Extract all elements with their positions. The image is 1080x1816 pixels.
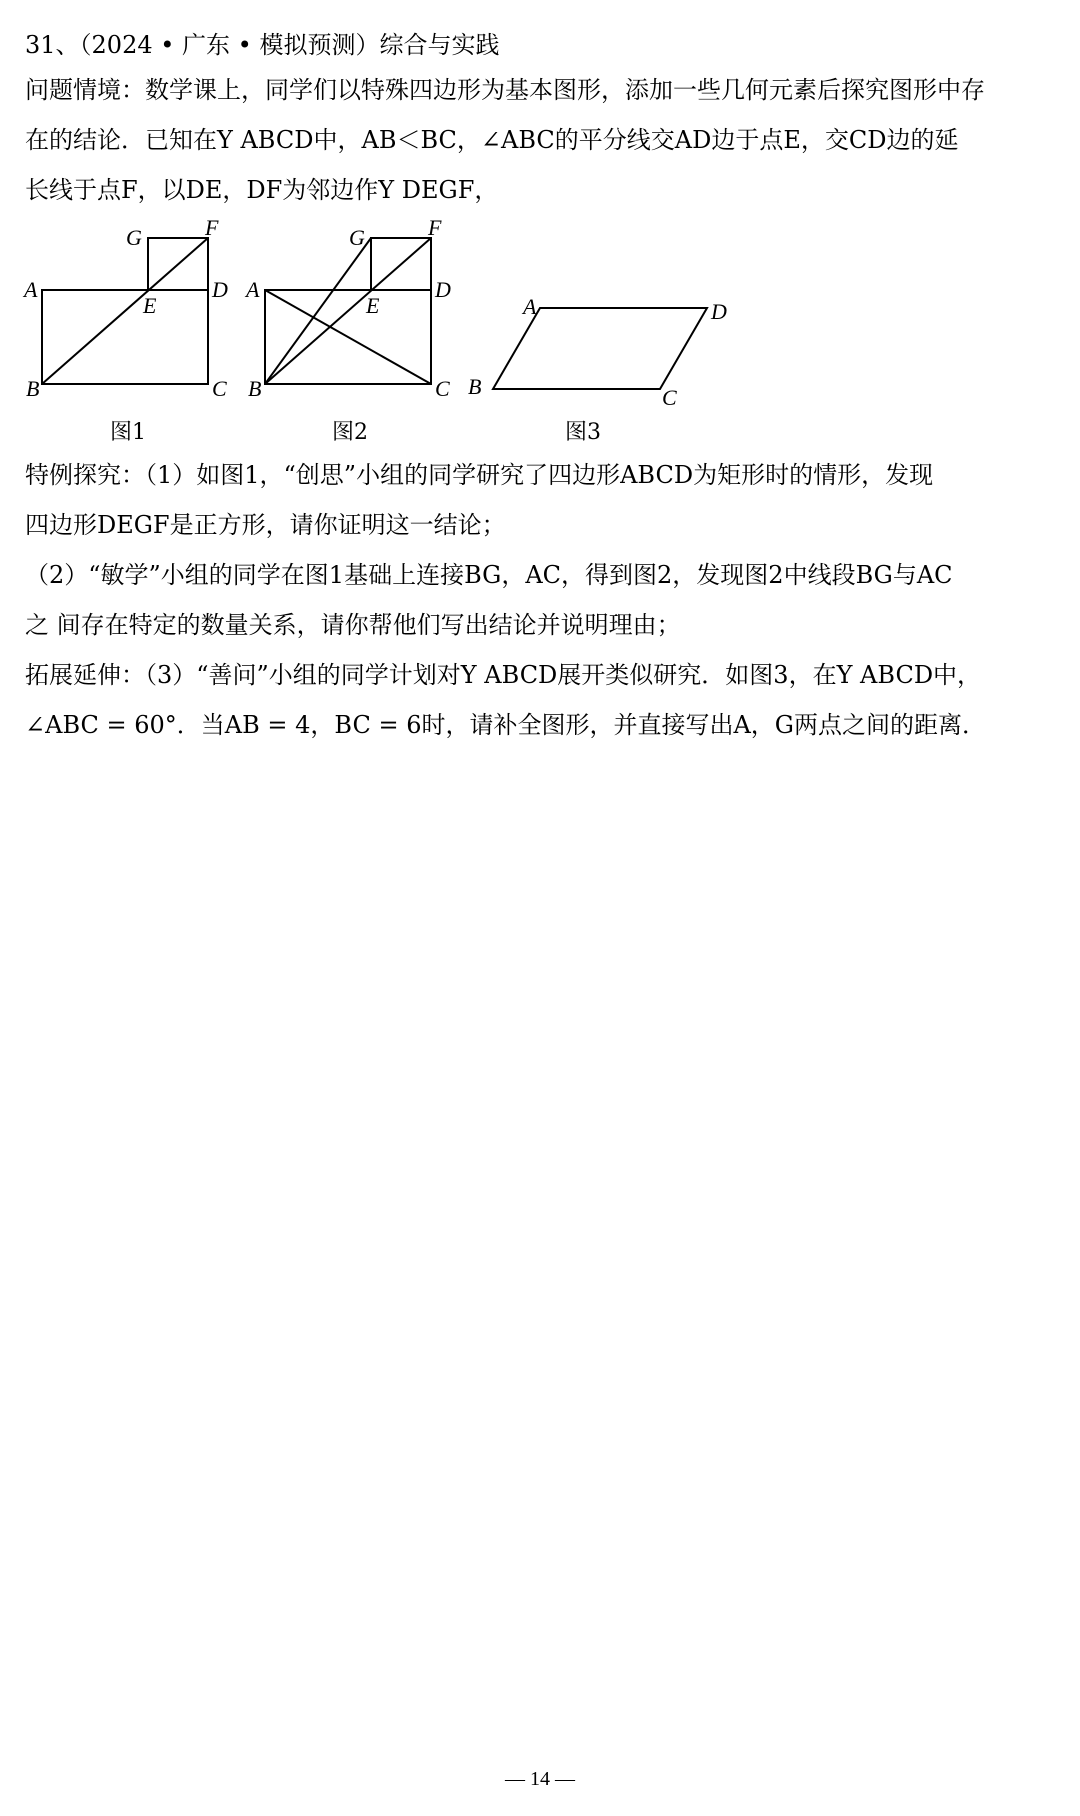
fig3-label-B: B xyxy=(468,374,482,399)
problem-line-5: 四边形DEGF是正方形，请你证明这一结论； xyxy=(25,511,506,539)
fig1-label-F: F xyxy=(205,220,219,240)
figure-1 xyxy=(42,238,208,384)
figure-3-caption: 图3 xyxy=(565,420,601,445)
problem-line-9: ∠ABC = 60°．当AB = 4，BC = 6时，请补全图形，并直接写出A，G两点之间的距离． xyxy=(25,711,986,739)
fig2-label-B: B xyxy=(248,376,262,401)
figure-2 xyxy=(265,238,431,384)
fig1-label-G: G xyxy=(126,225,142,250)
figure-3 xyxy=(493,308,707,389)
fig2-label-D: D xyxy=(435,277,451,302)
fig3-label-A: A xyxy=(523,294,537,319)
fig2-label-E: E xyxy=(366,293,380,318)
fig1-label-B: B xyxy=(26,376,40,401)
fig1-label-E: E xyxy=(143,293,157,318)
figure-1-caption: 图1 xyxy=(110,420,146,445)
fig1-label-D: D xyxy=(212,277,228,302)
fig2-label-G: G xyxy=(349,225,365,250)
problem-line-4: 特例探究：（1）如图1，“创思”小组的同学研究了四边形ABCD为矩形时的情形，发现 xyxy=(25,461,934,489)
problem-line-8: 拓展延伸：（3）“善问”小组的同学计划对Y ABCD展开类似研究．如图3，在Y ABCD中， xyxy=(25,661,982,689)
question-header: 31、（2024 • 广东 • 模拟预测）综合与实践 xyxy=(25,31,500,59)
page-number: — 14 — xyxy=(505,1768,575,1790)
problem-line-1: 问题情境：数学课上，同学们以特殊四边形为基本图形，添加一些几何元素后探究图形中存 xyxy=(25,76,985,104)
figure-3-labels xyxy=(468,294,727,410)
fig2-label-A: A xyxy=(246,277,260,302)
fig3-label-D: D xyxy=(711,299,727,324)
problem-line-2: 在的结论．已知在Y ABCD中，AB＜BC，∠ABC的平分线交AD边于点E，交CD边的延 xyxy=(25,126,959,154)
fig1-label-A: A xyxy=(24,277,38,302)
problem-line-7: 之 间存在特定的数量关系，请你帮他们写出结论并说明理由； xyxy=(25,611,681,639)
figure-2-caption: 图2 xyxy=(332,420,368,445)
problem-line-6: （2）“敏学”小组的同学在图1基础上连接BG，AC，得到图2，发现图2中线段BG与AC xyxy=(25,561,953,589)
figures-area xyxy=(0,220,1080,450)
problem-line-3: 长线于点F，以DE，DF为邻边作Y DEGF， xyxy=(25,176,499,204)
fig3-label-C: C xyxy=(662,385,677,410)
fig2-label-F: F xyxy=(428,220,442,240)
fig1-label-C: C xyxy=(212,376,227,401)
fig2-label-C: C xyxy=(435,376,450,401)
